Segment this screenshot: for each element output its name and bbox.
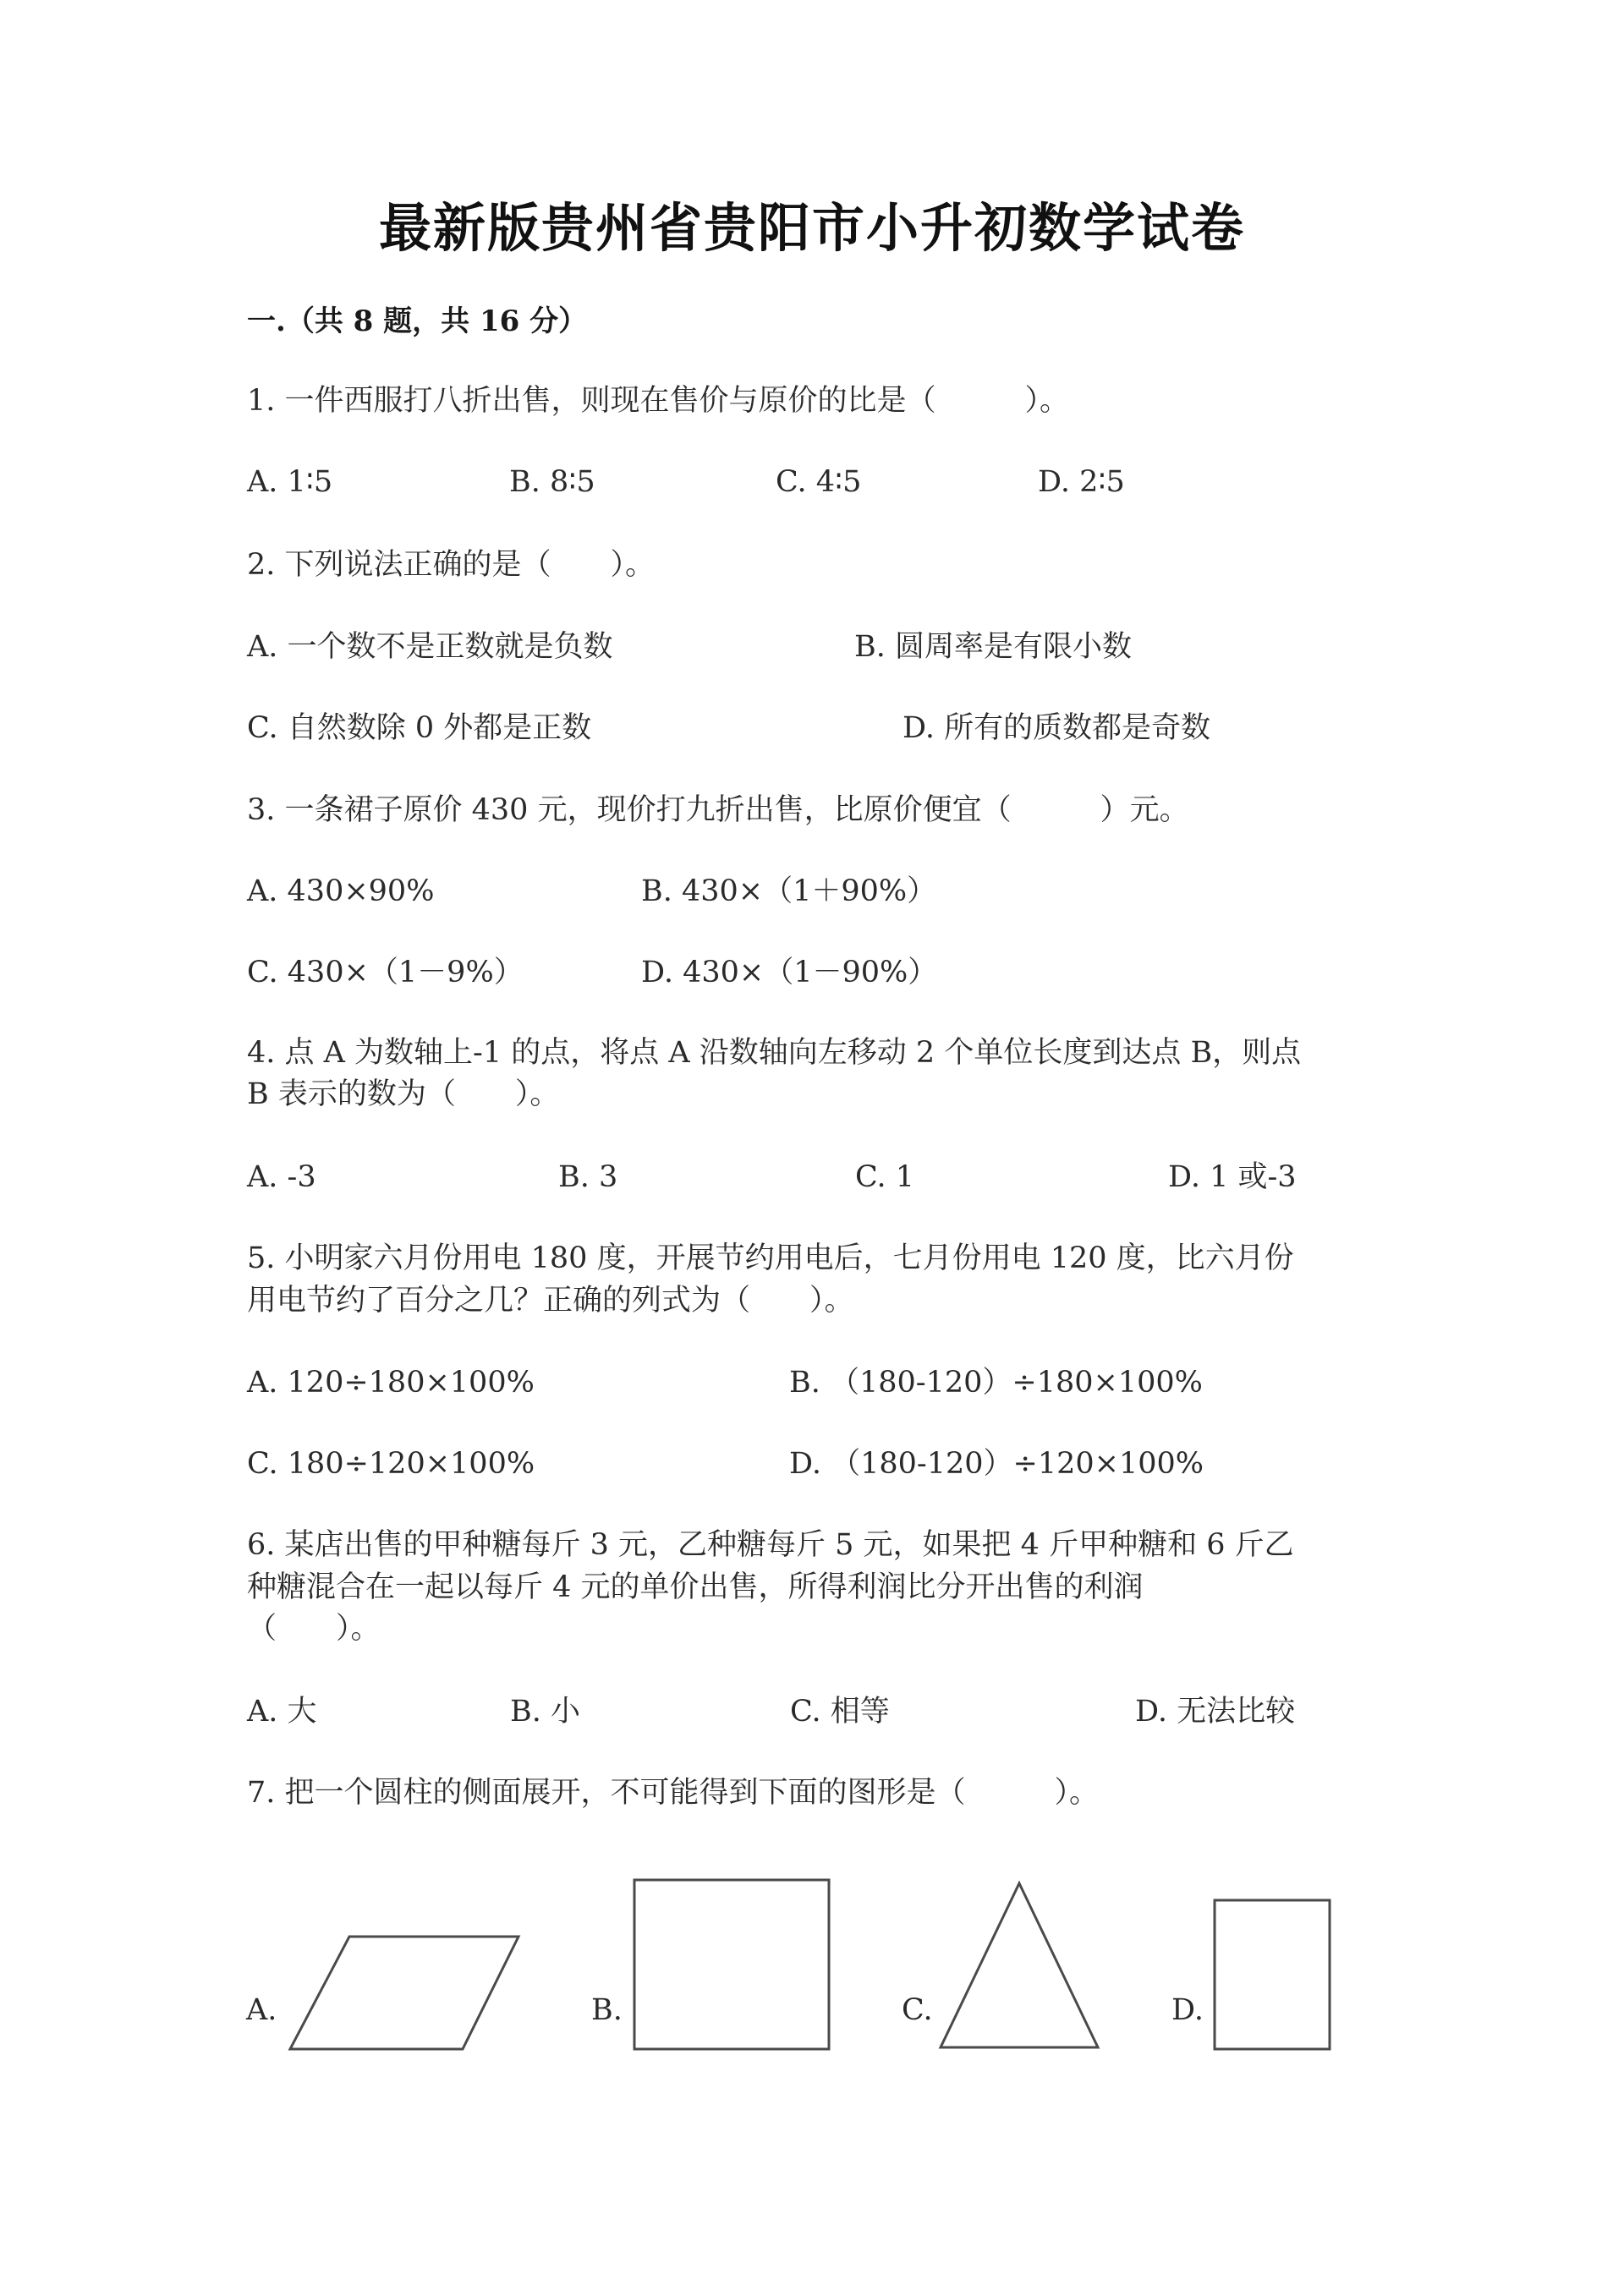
question-7-option-c-label: C. [902,1993,933,2027]
question-4-text-line-2: B 表示的数为（ ）。 [247,1077,560,1111]
question-6-text-line-1: 6. 某店出售的甲种糖每斤 3 元，乙种糖每斤 5 元，如果把 4 斤甲种糖和 6 斤乙 [247,1528,1294,1562]
question-6-text-line-3: （ ）。 [247,1612,381,1646]
question-3-option-d: D. 430×（1－90%） [641,956,938,989]
question-1-option-c: C. 4∶5 [776,465,862,499]
question-3-text: 3. 一条裙子原价 430 元，现价打九折出售，比原价便宜（ ）元。 [247,793,1189,827]
question-6-option-c: C. 相等 [790,1695,890,1729]
question-2-option-c: C. 自然数除 0 外都是正数 [247,711,592,745]
question-6-option-d: D. 无法比较 [1135,1695,1296,1729]
question-5-option-d: D. （180-120）÷120×100% [789,1447,1204,1481]
question-1-option-a: A. 1∶5 [247,465,333,499]
question-4-text-line-1: 4. 点 A 为数轴上-1 的点，将点 A 沿数轴向左移动 2 个单位长度到达点 B，则点 [247,1036,1302,1070]
question-4-option-d: D. 1 或-3 [1168,1160,1297,1194]
question-5-option-c: C. 180÷120×100% [247,1447,535,1481]
question-4-option-a: A. -3 [247,1160,316,1194]
question-5-option-a: A. 120÷180×100% [247,1366,535,1400]
question-6-text-line-2: 种糖混合在一起以每斤 4 元的单价出售，所得利润比分开出售的利润 [247,1570,1144,1604]
question-1-text: 1. 一件西服打八折出售，则现在售价与原价的比是（ ）。 [247,384,1070,418]
question-2-option-b: B. 圆周率是有限小数 [854,630,1132,664]
triangle-figure [941,1883,1098,2047]
question-7-text: 7. 把一个圆柱的侧面展开，不可能得到下面的图形是（ ）。 [247,1776,1100,1810]
question-6-option-b: B. 小 [510,1695,580,1729]
question-2-text: 2. 下列说法正确的是（ ）。 [247,548,656,582]
question-2-option-d: D. 所有的质数都是奇数 [903,711,1211,745]
tall-rectangle-figure [1215,1900,1330,2049]
question-5-option-b: B. （180-120）÷180×100% [789,1366,1203,1400]
question-5-text-line-2: 用电节约了百分之几？正确的列式为（ ）。 [247,1284,854,1318]
question-2-option-a: A. 一个数不是正数就是负数 [247,630,613,664]
question-1-option-d: D. 2∶5 [1038,465,1125,499]
question-5-text-line-1: 5. 小明家六月份用电 180 度，开展节约用电后，七月份用电 120 度，比六月份 [247,1241,1294,1275]
question-4-option-c: C. 1 [855,1160,915,1194]
question-3-option-b: B. 430×（1＋90%） [641,874,937,908]
page-title: 最新版贵州省贵阳市小升初数学试卷 [378,197,1245,259]
parallelogram-figure [290,1937,518,2049]
question-3-option-c: C. 430×（1－9%） [247,956,524,989]
question-7-option-b-label: B. [591,1993,623,2027]
question-3-option-a: A. 430×90% [247,874,435,908]
question-7-option-a-label: A. [246,1993,277,2027]
question-7-option-d-label: D. [1171,1993,1204,2027]
section-header: 一.（共 8 题，共 16 分） [247,304,588,338]
question-6-option-a: A. 大 [247,1695,317,1729]
question-1-option-b: B. 8∶5 [509,465,595,499]
question-4-option-b: B. 3 [558,1160,618,1194]
wide-rectangle-figure [634,1880,829,2049]
